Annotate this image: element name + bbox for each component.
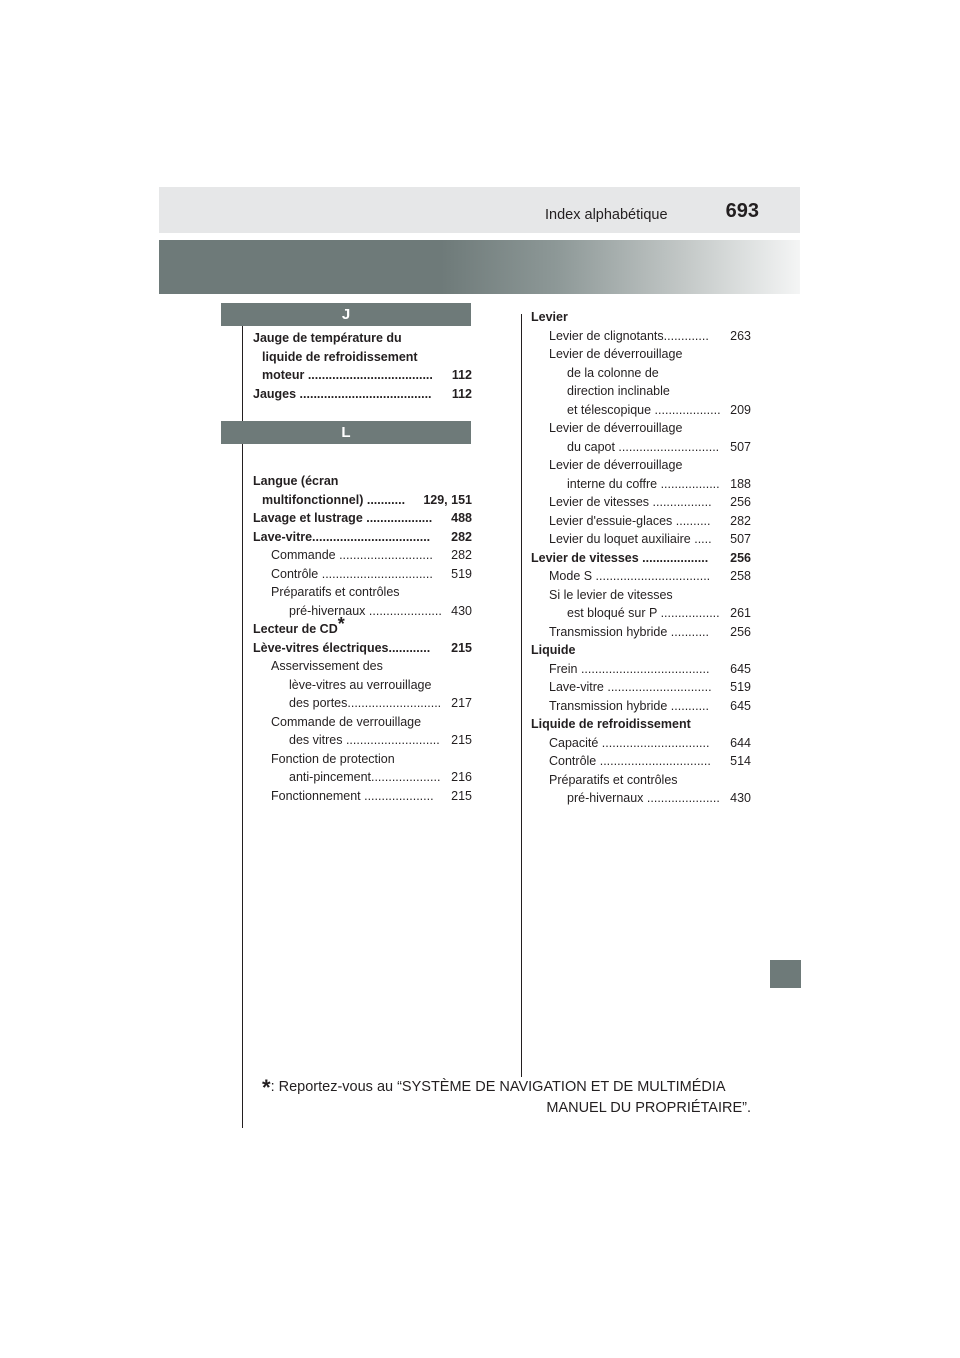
entry-line: interne du coffre ................. [567,476,720,491]
entry-page: 430 [450,602,472,621]
index-subentry-frein [531,660,751,679]
footnote-text: : Reportez-vous au “SYSTÈME DE NAVIGATION ET DE MULTIMÉDIA [270,1079,726,1095]
entry-line: multifonctionnel) ........... [262,492,406,507]
index-subentry-preparatifs-refroidissement [531,771,751,808]
index-subentry-commande-verrouillage [253,713,472,750]
entry-text: Fonctionnement .................... [271,788,434,803]
entry-page: 263 [729,327,751,346]
entry-line: Levier de déverrouillage [549,458,683,472]
entry-text: Jauges ...................................... [253,386,432,401]
entry-page: 215 [450,639,472,658]
entry-line: et télescopique ................... [567,402,721,417]
index-entry-levier-vitesses [531,549,751,568]
index-subentry-controle [253,565,472,584]
entry-page: 261 [729,604,751,623]
index-entry-jauge-temperature [253,329,472,385]
index-entry-levier [531,308,751,327]
section-title: Index alphabétique [545,207,668,223]
entry-page: 129, 151 [422,491,472,510]
letter-header-j: J [221,303,471,326]
entry-line: des vitres ........................... [289,733,440,747]
entry-page: 209 [729,401,751,420]
index-entry-jauges [253,385,472,404]
entry-page: 519 [450,565,472,584]
entry-text: Frein ..................................... [549,661,710,676]
index-entry-lave-vitre [253,528,472,547]
entry-line: du capot ............................. [567,439,720,454]
footnote-star: * [262,1075,271,1100]
entry-page: 282 [729,512,751,531]
index-subentry-fonctionnement [253,787,472,806]
entry-text: Lavage et lustrage ................... [253,511,433,525]
entry-line: des portes........................... [289,696,442,710]
entry-page: 282 [450,546,472,565]
entry-text: Levier de vitesses ................... [531,550,709,565]
footnote-line-1 [262,1077,751,1098]
entry-text: Contrôle ................................ [271,566,433,581]
entry-line: direction inclinable [567,384,670,398]
entry-page: 645 [729,697,751,716]
entry-line: est bloqué sur P ................. [567,606,720,620]
entry-page: 519 [729,678,751,697]
entry-line: Préparatifs et contrôles [549,772,678,787]
entry-line: Fonction de protection [271,751,395,766]
index-subentry-commande [253,546,472,565]
entry-text: Commande ........................... [271,548,433,562]
footnote-star: * [337,613,345,634]
spacer [253,441,472,472]
entry-line: pré-hivernaux ..................... [567,791,720,805]
right-index-column [531,308,751,808]
page-number: 693 [725,200,759,222]
index-subentry-deverrouillage-capot [531,419,751,456]
index-entry-lavage [253,509,472,528]
entry-text: Lecteur de CD [253,622,338,636]
header-bar [159,187,800,233]
entry-page: 256 [729,549,751,568]
footnote [262,1077,751,1119]
entry-text: Liquide de refroidissement [531,717,691,731]
entry-text: Transmission hybride ........... [549,624,710,639]
entry-line: moteur .................................... [262,368,433,382]
right-column-rule [521,314,522,1077]
index-subentry-loquet-auxiliaire [531,530,751,549]
index-entry-leve-vitres [253,639,472,658]
entry-line: anti-pincement.................... [289,770,441,784]
index-subentry-fonction-protection [253,750,472,787]
index-subentry-transmission-hybride [531,623,751,642]
entry-page: 112 [451,385,472,404]
entry-text: Transmission hybride ........... [549,698,710,713]
entry-page: 507 [729,438,751,457]
index-subentry-controle-refroidissement [531,752,751,771]
entry-text: Levier d'essuie-glaces .......... [549,513,711,528]
index-entry-liquide [531,641,751,660]
entry-text: Lave-vitre.................................. [253,529,431,544]
entry-text: Contrôle ................................ [549,754,711,768]
entry-line: Commande de verrouillage [271,714,422,729]
entry-page: 507 [729,530,751,549]
index-subentry-essuie-glaces [531,512,751,531]
index-subentry-bloque-p [531,586,751,623]
entry-line: Levier de déverrouillage [549,347,683,361]
entry-page: 112 [451,366,472,385]
letter-header-l: L [221,421,471,444]
index-subentry-preparatifs [253,583,472,620]
index-entry-langue [253,472,472,509]
entry-text: Levier [531,310,568,324]
entry-page: 215 [450,731,472,750]
entry-page: 256 [729,623,751,642]
entry-line: liquide de refroidissement [262,349,418,364]
entry-text: Levier du loquet auxiliaire ..... [549,532,712,546]
entry-line: Jauge de température du [253,331,402,345]
entry-page: 256 [729,493,751,512]
entry-page: 644 [729,734,751,753]
entry-line: de la colonne de [567,365,659,380]
index-subentry-clignotants [531,327,751,346]
index-entry-lecteur-cd [253,613,472,639]
index-subentry-mode-s [531,567,751,586]
index-subentry-lave-vitre [531,678,751,697]
entry-page: 217 [450,694,472,713]
entry-page: 216 [450,768,472,787]
entry-line: pré-hivernaux ..................... [289,603,442,618]
entry-page: 258 [729,567,751,586]
entry-line: Levier de déverrouillage [549,421,683,435]
entry-line: lève-vitres au verrouillage [289,677,432,692]
entry-line: Préparatifs et contrôles [271,585,400,599]
entry-page: 430 [729,789,751,808]
left-index-column [253,329,472,805]
index-subentry-levier-vitesses [531,493,751,512]
index-subentry-transmission-hybride-liquide [531,697,751,716]
entry-page: 488 [450,509,472,528]
entry-line: Asservissement des [271,659,383,673]
entry-line: Langue (écran [253,474,339,488]
entry-text: Liquide [531,643,576,657]
index-subentry-asservissement [253,657,472,713]
entry-text: Lave-vitre .............................. [549,680,712,694]
index-subentry-deverrouillage-colonne [531,345,751,419]
entry-page: 645 [729,660,751,679]
index-subentry-capacite [531,734,751,753]
entry-text: Lève-vitres électriques............ [253,640,431,655]
index-subentry-deverrouillage-coffre [531,456,751,493]
entry-text: Levier de clignotants............. [549,328,709,343]
entry-line: Si le levier de vitesses [549,587,673,602]
entry-page: 215 [450,787,472,806]
entry-text: Capacité ............................... [549,735,710,750]
index-entry-liquide-refroidissement [531,715,751,734]
spacer [253,403,472,441]
entry-page: 282 [450,528,472,547]
section-tab-marker [770,960,801,988]
entry-page: 188 [729,475,751,494]
entry-text: Mode S ................................. [549,569,711,583]
footnote-line-2: MANUEL DU PROPRIÉTAIRE”. [546,1100,751,1116]
entry-text: Levier de vitesses ................. [549,495,712,509]
decorative-band [159,240,800,294]
entry-page: 514 [729,752,751,771]
